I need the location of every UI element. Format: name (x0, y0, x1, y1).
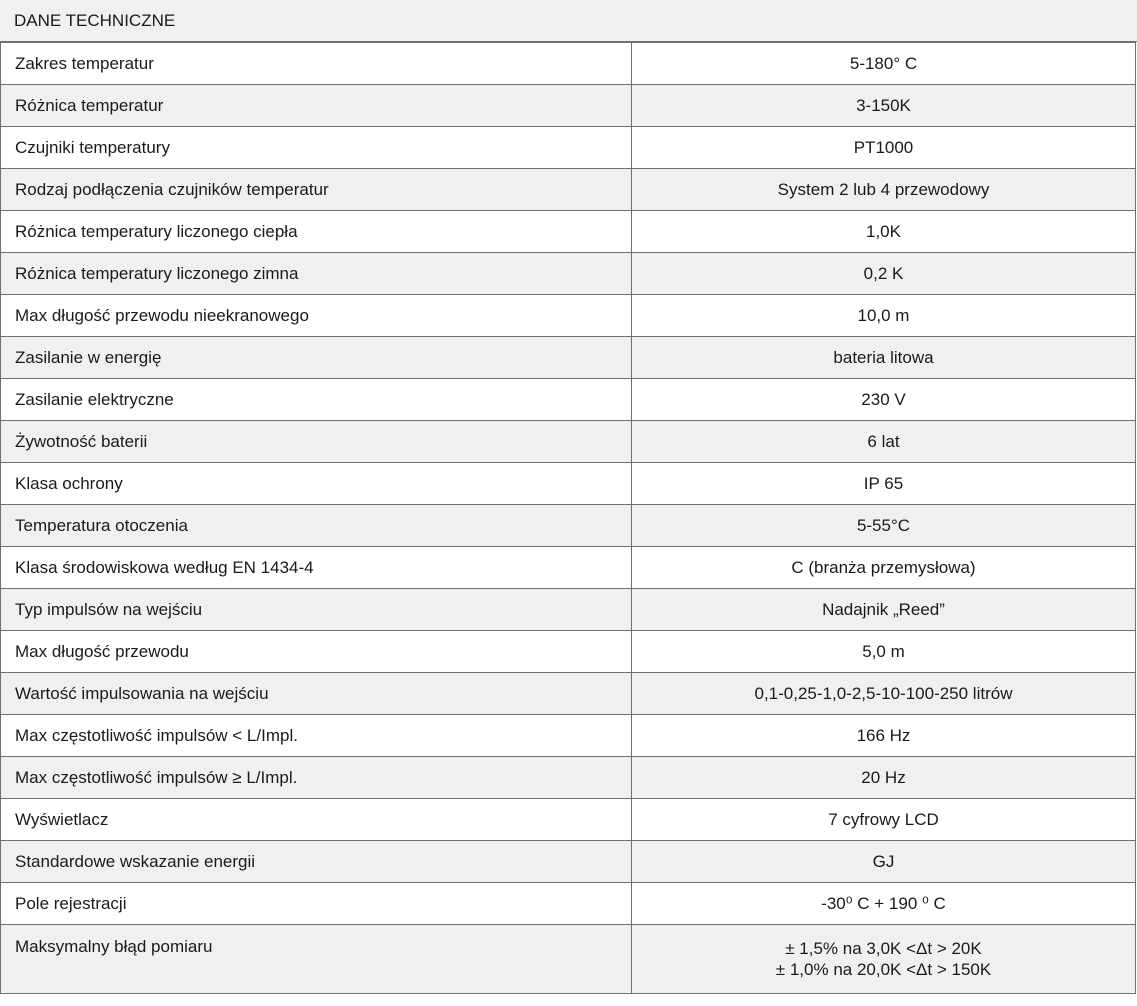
row-value-line: ± 1,0% na 20,0K <Δt > 150K (775, 960, 992, 979)
row-value: -30⁰ C + 190 ⁰ C (632, 883, 1136, 925)
row-label: Max długość przewodu (1, 631, 632, 673)
table-row (1, 211, 1136, 253)
table-row (1, 421, 1136, 463)
table-title: DANE TECHNICZNE (0, 0, 1137, 42)
row-value-line: ± 1,5% na 3,0K <Δt > 20K (785, 939, 982, 958)
table-row (1, 799, 1136, 841)
table-row (1, 925, 1136, 994)
row-label: Zakres temperatur (1, 43, 632, 85)
row-label: Zasilanie w energię (1, 337, 632, 379)
table-row (1, 505, 1136, 547)
table-row (1, 463, 1136, 505)
row-value: C (branża przemysłowa) (632, 547, 1136, 589)
row-label: Pole rejestracji (1, 883, 632, 925)
table-row (1, 547, 1136, 589)
row-value: 6 lat (632, 421, 1136, 463)
row-value: Nadajnik „Reed” (632, 589, 1136, 631)
row-value: bateria litowa (632, 337, 1136, 379)
row-label: Maksymalny błąd pomiaru (1, 925, 632, 994)
table-row (1, 43, 1136, 85)
row-label: Rodzaj podłączenia czujników temperatur (1, 169, 632, 211)
row-value: 5,0 m (632, 631, 1136, 673)
row-label: Max częstotliwość impulsów < L/Impl. (1, 715, 632, 757)
row-label: Wartość impulsowania na wejściu (1, 673, 632, 715)
row-label: Czujniki temperatury (1, 127, 632, 169)
row-label: Różnica temperatur (1, 85, 632, 127)
table-row (1, 631, 1136, 673)
row-label: Różnica temperatury liczonego zimna (1, 253, 632, 295)
table-row (1, 673, 1136, 715)
table-row (1, 841, 1136, 883)
row-value: 0,2 K (632, 253, 1136, 295)
row-label: Klasa ochrony (1, 463, 632, 505)
table-row (1, 757, 1136, 799)
row-value (632, 925, 1136, 994)
row-label: Max częstotliwość impulsów ≥ L/Impl. (1, 757, 632, 799)
table-row (1, 295, 1136, 337)
row-value: 10,0 m (632, 295, 1136, 337)
table-row (1, 85, 1136, 127)
row-label: Różnica temperatury liczonego ciepła (1, 211, 632, 253)
row-value: 5-55°C (632, 505, 1136, 547)
table-row (1, 169, 1136, 211)
row-value: 5-180° C (632, 43, 1136, 85)
row-value: 7 cyfrowy LCD (632, 799, 1136, 841)
row-value: System 2 lub 4 przewodowy (632, 169, 1136, 211)
row-label: Typ impulsów na wejściu (1, 589, 632, 631)
row-value: 230 V (632, 379, 1136, 421)
table-row (1, 337, 1136, 379)
row-label: Temperatura otoczenia (1, 505, 632, 547)
row-label: Standardowe wskazanie energii (1, 841, 632, 883)
row-label: Zasilanie elektryczne (1, 379, 632, 421)
row-value: IP 65 (632, 463, 1136, 505)
row-value: 3-150K (632, 85, 1136, 127)
table-row (1, 589, 1136, 631)
table-row (1, 715, 1136, 757)
table-row (1, 127, 1136, 169)
row-label: Żywotność baterii (1, 421, 632, 463)
specs-table (0, 42, 1136, 994)
row-value: PT1000 (632, 127, 1136, 169)
row-label: Max długość przewodu nieekranowego (1, 295, 632, 337)
table-row (1, 883, 1136, 925)
row-label: Wyświetlacz (1, 799, 632, 841)
table-row (1, 379, 1136, 421)
row-value: GJ (632, 841, 1136, 883)
row-value: 1,0K (632, 211, 1136, 253)
row-value: 20 Hz (632, 757, 1136, 799)
row-value: 0,1-0,25-1,0-2,5-10-100-250 litrów (632, 673, 1136, 715)
table-row (1, 253, 1136, 295)
row-label: Klasa środowiskowa według EN 1434-4 (1, 547, 632, 589)
row-value: 166 Hz (632, 715, 1136, 757)
